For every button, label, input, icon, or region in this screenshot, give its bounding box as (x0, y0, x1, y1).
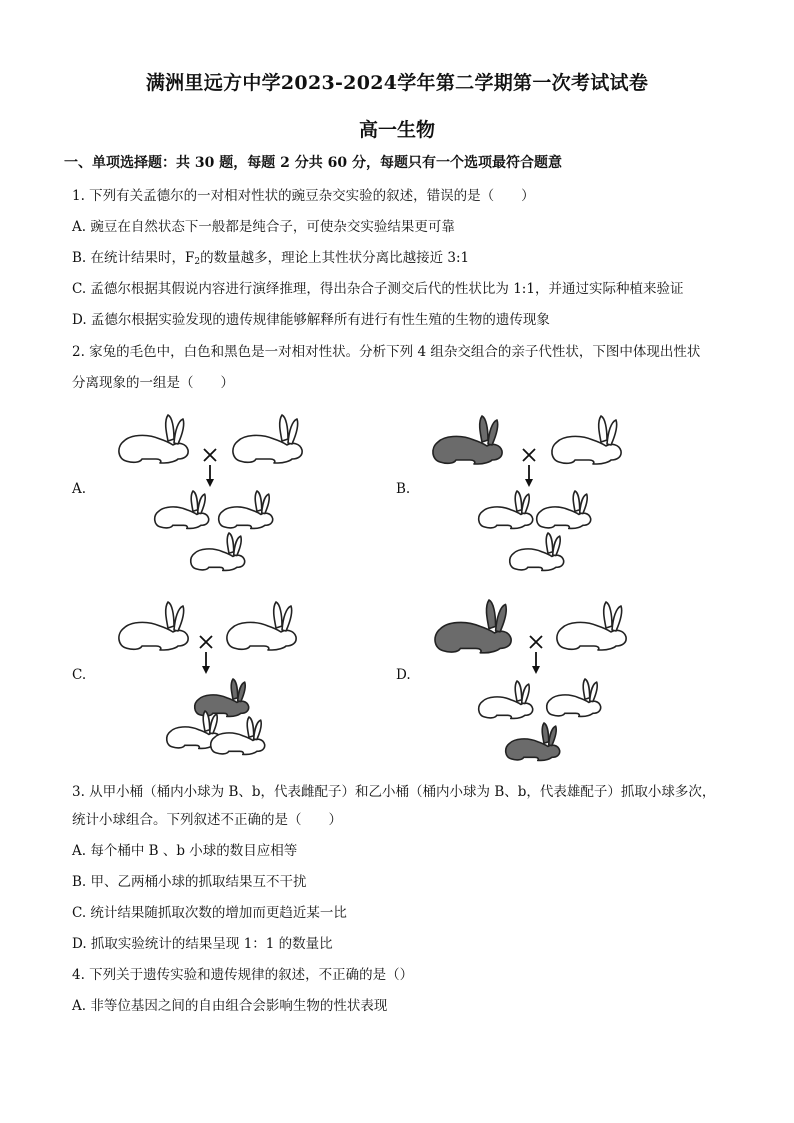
q2-d-cross-icon (530, 636, 542, 648)
q2-d-offspring-rabbit-icon (479, 681, 533, 718)
q2-b-offspring-rabbit-icon (537, 491, 591, 528)
q2-label-b: B. (396, 481, 411, 497)
q3-stem-line1: 3. 从甲小桶（桶内小球为 B、b，代表雌配子）和乙小桶（桶内小球为 B、b，代表雄配子）抓取小球多次， (72, 784, 716, 800)
q1-stem: 1. 下列有关孟德尔的一对相对性状的豌豆杂交实验的叙述，错误的是（ ） (72, 188, 535, 204)
q2-b-cross-icon (523, 449, 535, 461)
q2-d-parent-rabbit-icon (557, 602, 626, 650)
q4-stem: 4. 下列关于遗传实验和遗传规律的叙述，不正确的是（） (72, 967, 414, 983)
q2-a-offspring-rabbit-icon (155, 491, 209, 528)
q2-a-parent-rabbit-icon (233, 415, 302, 463)
q2-b-parent-rabbit-icon (552, 416, 621, 464)
q2-c-arrow-head-icon (202, 666, 210, 674)
exam-title: 满洲里远方中学2023-2024学年第二学期第一次考试试卷 (145, 72, 649, 94)
q2-d-parent-rabbit-icon (435, 600, 511, 653)
exam-subject: 高一生物 (358, 119, 435, 141)
q2-label-c: C. (72, 667, 87, 683)
q2-label-d: D. (396, 667, 411, 683)
q1-option-b: B. 在统计结果时，$F_2$的数量越多，理论上其性状分离比越接近 3:1 (72, 250, 470, 267)
q2-label-a: A. (72, 481, 87, 497)
q2-a-parent-rabbit-icon (119, 415, 188, 463)
q2-a-cross-icon (204, 449, 216, 461)
q2-a-arrow-head-icon (206, 479, 214, 487)
q2-d-offspring-rabbit-icon (547, 679, 601, 716)
q2-b-parent-rabbit-icon (433, 416, 502, 464)
q2-a-offspring-rabbit-icon (191, 533, 245, 570)
q2-stem-line2: 分离现象的一组是（ ） (72, 375, 234, 391)
q4-option-a: A. 非等位基因之间的自由组合会影响生物的性状表现 (72, 998, 388, 1014)
q2-c-parent-rabbit-icon (119, 602, 188, 650)
q2-a-offspring-rabbit-icon (219, 491, 273, 528)
q3-option-b: B. 甲、乙两桶小球的抓取结果互不干扰 (72, 874, 307, 890)
q2-c-cross-icon (200, 636, 212, 648)
q1-option-c: C. 孟德尔根据其假说内容进行演绎推理，得出杂合子测交后代的性状比为 1:1，并通过实际种植来验证 (72, 281, 684, 297)
q2-c-parent-rabbit-icon (227, 602, 296, 650)
q2-b-arrow-head-icon (525, 479, 533, 487)
q2-d-offspring-rabbit-icon (506, 723, 560, 760)
q3-stem-line2: 统计小球组合。下列叙述不正确的是（ ） (72, 812, 342, 828)
q1-option-d: D. 孟德尔根据实验发现的遗传规律能够解释所有进行有性生殖的生物的遗传现象 (72, 312, 550, 328)
q3-option-c: C. 统计结果随抓取次数的增加而更趋近某一比 (72, 905, 347, 921)
q2-c-offspring-rabbit-icon (211, 717, 265, 754)
q2-d-arrow-head-icon (532, 666, 540, 674)
q2-c-offspring-rabbit-icon (195, 679, 249, 716)
q2-stem-line1: 2. 家兔的毛色中，白色和黑色是一对相对性状。分析下列 4 组杂交组合的亲子代性状，下图中体现出性状 (72, 344, 701, 360)
section-heading: 一、单项选择题：共 30 题，每题 2 分共 60 分，每题只有一个选项最符合题意 (64, 155, 562, 171)
q1-option-a: A. 豌豆在自然状态下一般都是纯合子，可使杂交实验结果更可靠 (72, 219, 455, 235)
q2-b-offspring-rabbit-icon (479, 491, 533, 528)
q2-b-offspring-rabbit-icon (510, 533, 564, 570)
q3-option-a: A. 每个桶中 B 、b 小球的数目应相等 (72, 843, 298, 859)
q3-option-d: D. 抓取实验统计的结果呈现 1：1 的数量比 (72, 936, 333, 952)
